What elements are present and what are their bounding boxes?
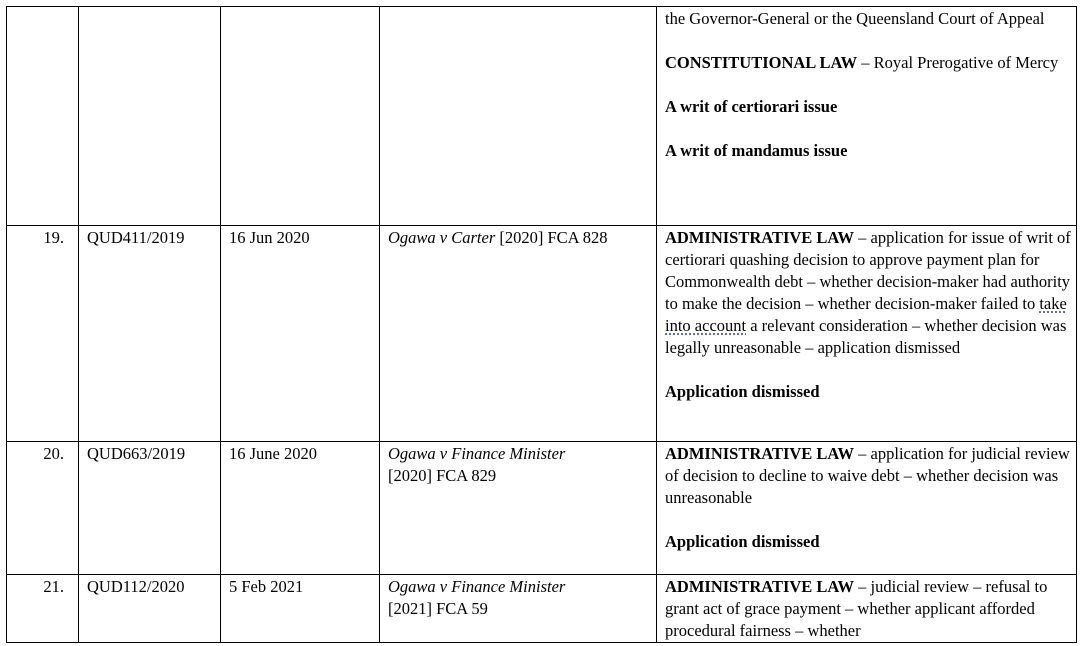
file-number-cell <box>79 7 221 226</box>
row-number-cell: 19. <box>7 226 79 442</box>
table-row <box>7 226 1077 442</box>
catchwords-cell <box>657 442 1077 575</box>
judgments-table <box>6 6 1077 643</box>
date-cell: 16 June 2020 <box>221 442 380 575</box>
date-cell <box>221 7 380 226</box>
table-row <box>7 575 1077 643</box>
catchwords-cell <box>657 7 1077 226</box>
catchwords-cell <box>657 575 1077 643</box>
file-number-cell: QUD411/2019 <box>79 226 221 442</box>
row-number-cell: 21. <box>7 575 79 643</box>
case-name-cell <box>380 7 657 226</box>
file-number-cell: QUD663/2019 <box>79 442 221 575</box>
catchwords-paragraph: A writ of certiorari issue <box>665 97 838 116</box>
case-name-cell: Ogawa v Finance Minister [2020] FCA 829 <box>380 442 657 575</box>
spellcheck-flagged-text[interactable]: take into account <box>665 294 1067 335</box>
date-cell: 5 Feb 2021 <box>221 575 380 643</box>
case-name-cell: Ogawa v Carter [2020] FCA 828 <box>380 226 657 442</box>
catchwords-paragraph: the Governor-General or the Queensland Court of Appeal <box>665 9 1045 28</box>
file-number-cell: QUD112/2020 <box>79 575 221 643</box>
table-row <box>7 442 1077 575</box>
catchwords-cell <box>657 226 1077 442</box>
catchwords-paragraph: CONSTITUTIONAL LAW – Royal Prerogative of Mercy <box>665 53 1059 72</box>
case-name-cell: Ogawa v Finance Minister [2021] FCA 59 <box>380 575 657 643</box>
table-row <box>7 7 1077 226</box>
row-number-cell <box>7 7 79 226</box>
catchwords-paragraph: ADMINISTRATIVE LAW – application for judicial review of decision to decline to waive debt – whether decision was unreasonable <box>665 444 1070 507</box>
row-number-cell: 20. <box>7 442 79 575</box>
outcome-text: Application dismissed <box>665 532 820 551</box>
catchwords-paragraph: ADMINISTRATIVE LAW – application for issue of writ of certiorari quashing decision to approve payment plan for Commonwealth debt – whether decision-maker had authority to make the decision – whether decision-maker failed to take into account a relevant consideration – whether decision was legally unreasonable – application dismissed <box>665 228 1071 357</box>
catchwords-paragraph: ADMINISTRATIVE LAW – judicial review – refusal to grant act of grace payment – whether applicant afforded procedural fairness – whether <box>665 577 1048 640</box>
outcome-text: Application dismissed <box>665 382 820 401</box>
catchwords-paragraph: A writ of mandamus issue <box>665 141 848 160</box>
date-cell: 16 Jun 2020 <box>221 226 380 442</box>
